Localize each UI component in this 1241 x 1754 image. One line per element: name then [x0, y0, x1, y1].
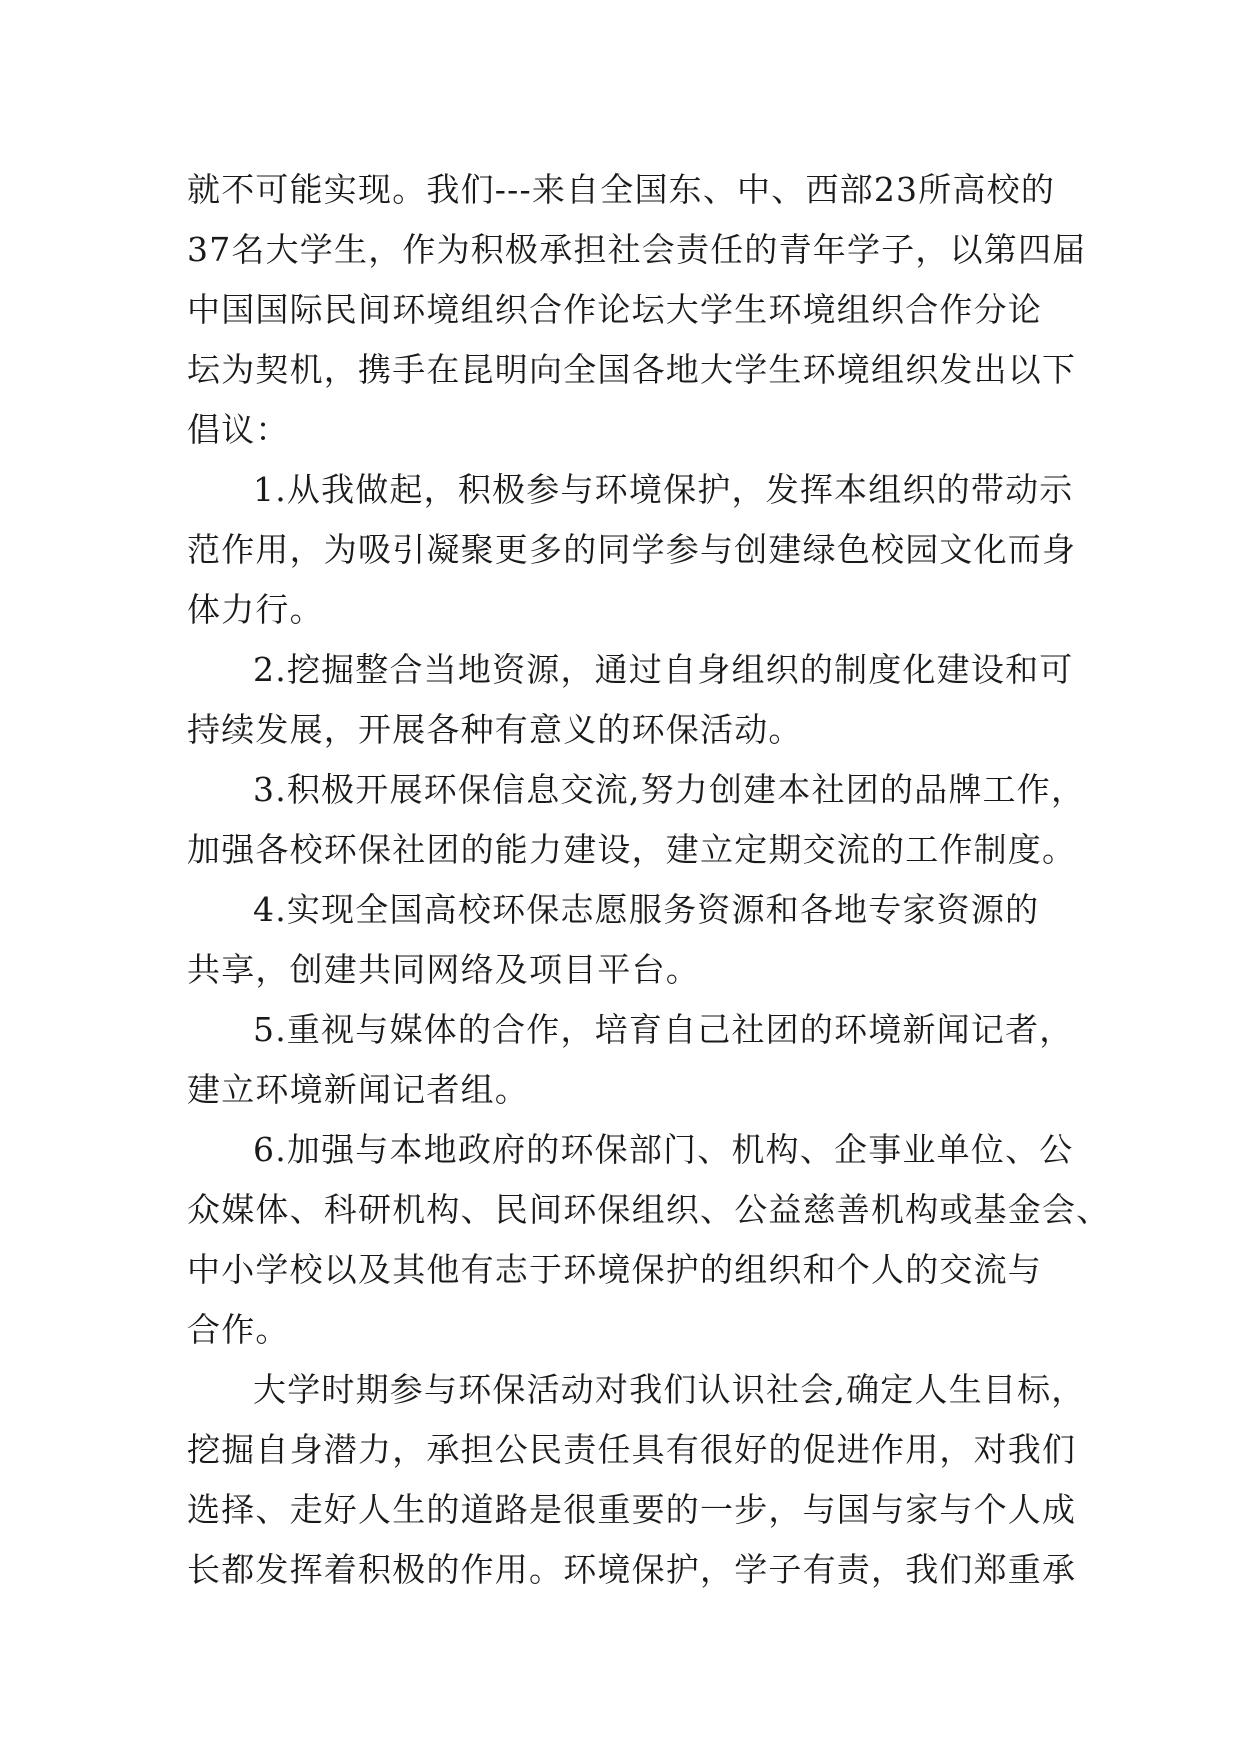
text-line: 合作。	[187, 1310, 290, 1349]
list-item-5-line: 5.重视与媒体的合作，培育自己社团的环境新闻记者，	[253, 1010, 1074, 1049]
text-line: 共享，创建共同网络及项目平台。	[187, 950, 700, 989]
text-line: 中小学校以及其他有志于环境保护的组织和个人的交流与	[187, 1250, 1042, 1289]
text-line: 长都发挥着积极的作用。环境保护，学子有责，我们郑重承	[187, 1550, 1077, 1589]
list-item-1-line: 1.从我做起，积极参与环境保护，发挥本组织的带动示	[253, 470, 1074, 509]
text-line: 众媒体、科研机构、民间环保组织、公益慈善机构或基金会、	[187, 1190, 1111, 1229]
body-text	[187, 160, 1111, 1600]
text-line: 挖掘自身潜力，承担公民责任具有很好的促进作用，对我们	[187, 1430, 1077, 1469]
text-line: 范作用，为吸引凝聚更多的同学参与创建绿色校园文化而身	[187, 530, 1077, 569]
text-line: 就不可能实现。我们---来自全国东、中、西部23所高校的	[187, 170, 1056, 209]
text-line: 选择、走好人生的道路是很重要的一步，与国与家与个人成	[187, 1490, 1077, 1529]
text-line: 体力行。	[187, 590, 324, 629]
list-item-4-line: 4.实现全国高校环保志愿服务资源和各地专家资源的	[253, 890, 1040, 929]
paragraph-start-line: 大学时期参与环保活动对我们认识社会,确定人生目标，	[253, 1370, 1086, 1409]
list-item-3-line: 3.积极开展环保信息交流,努力创建本社团的品牌工作，	[253, 770, 1086, 809]
list-item-2-line: 2.挖掘整合当地资源，通过自身组织的制度化建设和可	[253, 650, 1074, 689]
text-line: 持续发展，开展各种有意义的环保活动。	[187, 710, 803, 749]
text-line: 37名大学生，作为积极承担社会责任的青年学子，以第四届	[187, 230, 1087, 269]
text-line: 中国国际民间环境组织合作论坛大学生环境组织合作分论	[187, 290, 1042, 329]
text-line: 坛为契机，携手在昆明向全国各地大学生环境组织发出以下	[187, 350, 1077, 389]
text-line: 加强各校环保社团的能力建设，建立定期交流的工作制度。	[187, 830, 1077, 869]
list-item-6-line: 6.加强与本地政府的环保部门、机构、企事业单位、公	[253, 1130, 1074, 1169]
text-line: 倡议：	[187, 410, 290, 449]
text-line: 建立环境新闻记者组。	[187, 1070, 529, 1109]
